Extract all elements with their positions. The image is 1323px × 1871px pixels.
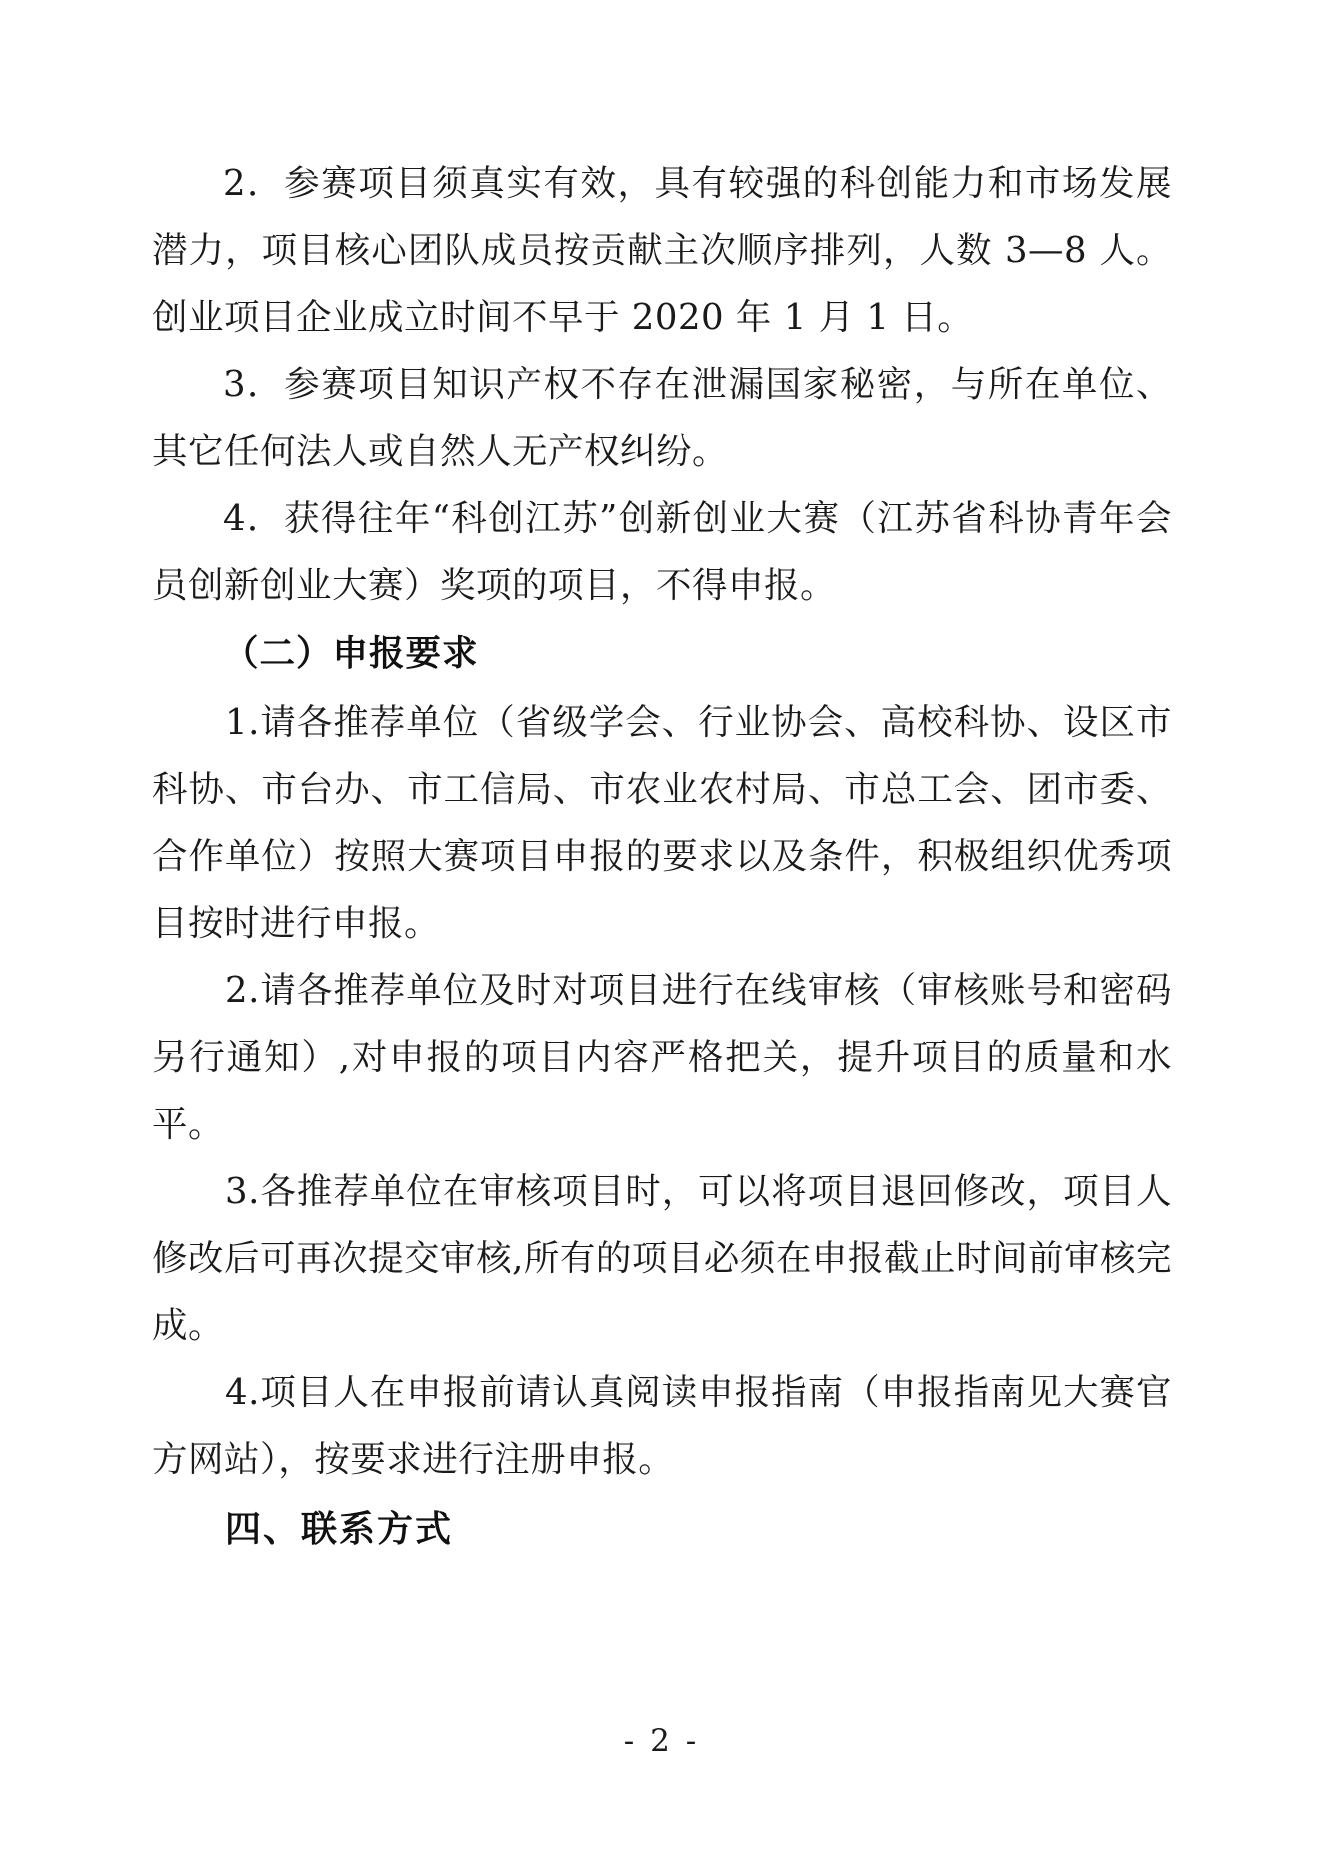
heading-contact-information: 四、联系方式: [225, 1509, 454, 1550]
paragraph-requirement-1: 1.请各推荐单位（省级学会、行业协会、高校科协、设区市科协、市台办、市工信局、市农业农村局、市总工会、团市委、合作单位）按照大赛项目申报的要求以及条件，积极组织优秀项目按时进行申报。: [152, 702, 1172, 944]
page-number: - 2 -: [623, 1723, 700, 1759]
paragraph-item-2: 2．参赛项目须真实有效，具有较强的科创能力和市场发展潜力，项目核心团队成员按贡献主次顺序排列，人数 3—8 人。创业项目企业成立时间不早于 2020 年 1 月 1 日。: [152, 163, 1172, 338]
paragraph-item-4: 4．获得往年“科创江苏”创新创业大赛（江苏省科协青年会员创新创业大赛）奖项的项目，不得申报。: [152, 498, 1172, 606]
paragraph-requirement-4: 4.项目人在申报前请认真阅读申报指南（申报指南见大赛官方网站），按要求进行注册申报。: [152, 1372, 1172, 1480]
paragraph-item-3: 3．参赛项目知识产权不存在泄漏国家秘密，与所在单位、其它任何法人或自然人无产权纠纷。: [152, 364, 1172, 472]
subheading-application-requirements: （二）申报要求: [223, 633, 479, 674]
document-body: [152, 150, 1172, 1565]
paragraph-requirement-3: 3.各推荐单位在审核项目时，可以将项目退回修改，项目人修改后可再次提交审核,所有的项目必须在申报截止时间前审核完成。: [152, 1171, 1172, 1346]
paragraph-requirement-2: 2.请各推荐单位及时对项目进行在线审核（审核账号和密码另行通知）,对申报的项目内容严格把关，提升项目的质量和水平。: [152, 970, 1172, 1145]
